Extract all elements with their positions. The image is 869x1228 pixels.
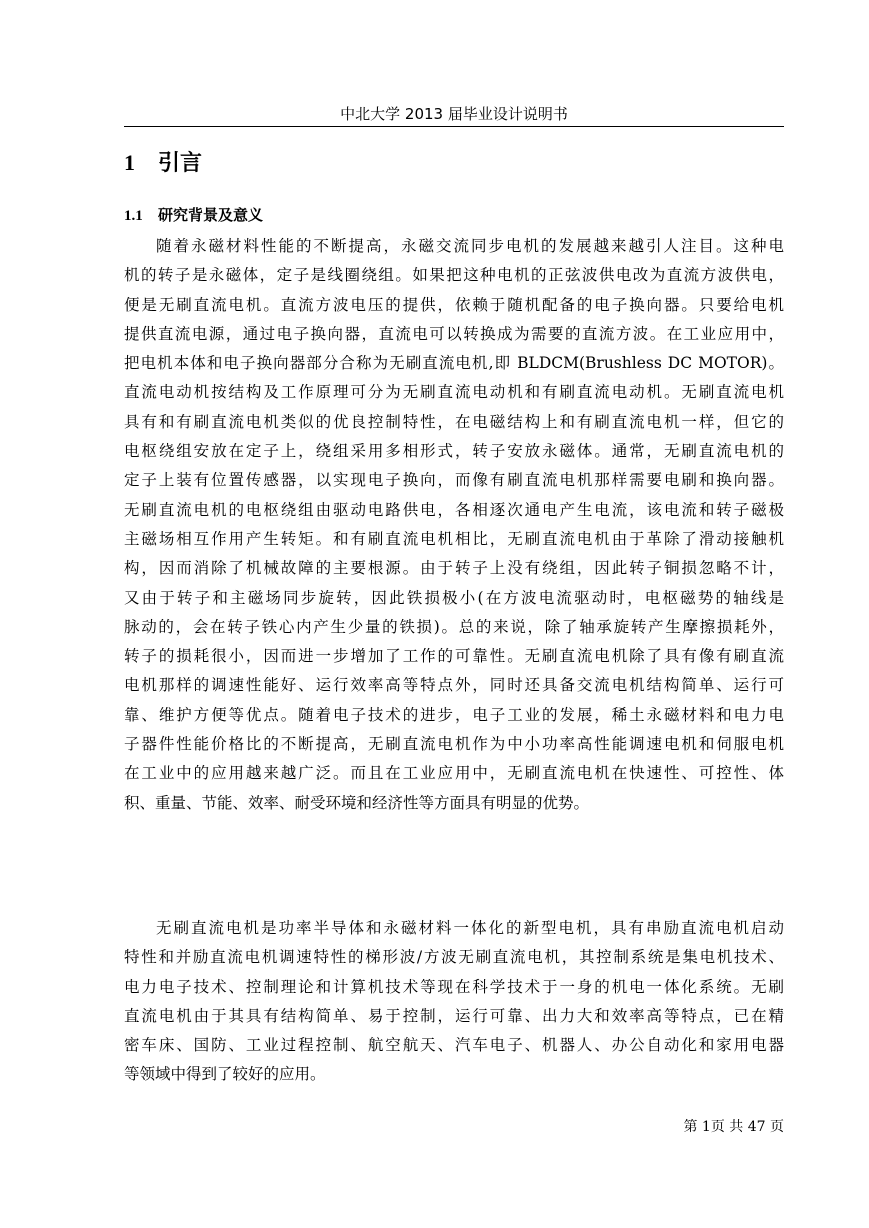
page-number: 第 1页 共 47 页 [683, 1119, 784, 1135]
paragraph-line: 提供直流电源，通过电子换向器，直流电可以转换成为需要的直流方波。在工业应用中， [124, 324, 784, 343]
chapter-heading [124, 148, 202, 179]
paragraph-line: 转子的损耗很小，因而进一步增加了工作的可靠性。无刷直流电机除了具有像有刷直流 [124, 647, 784, 666]
paragraph-line: 电枢绕组安放在定子上，绕组采用多相形式，转子安放永磁体。通常，无刷直流电机的 [124, 442, 784, 461]
section-title: 研究背景及意义 [158, 206, 264, 224]
paragraph-line: 机的转子是永磁体，定子是线圈绕组。如果把这种电机的正弦波供电改为直流方波供电， [124, 266, 784, 285]
paragraph-line: 等领域中得到了较好的应用。 [124, 1065, 326, 1084]
paragraph-line: 密车床、国防、工业过程控制、航空航天、汽车电子、机器人、办公自动化和家用电器 [124, 1036, 784, 1055]
paragraph-line: 靠、维护方便等优点。随着电子技术的进步，电子工业的发展，稀土永磁材料和电力电 [124, 705, 784, 724]
paragraph-line: 电机那样的调速性能好、运行效率高等特点外，同时还具备交流电机结构简单、运行可 [124, 676, 784, 695]
paragraph-line: 随着永磁材料性能的不断提高，永磁交流同步电机的发展越来越引人注目。这种电 [156, 237, 784, 255]
chapter-title: 引言 [158, 151, 203, 176]
paragraph-2 [124, 914, 784, 1090]
paragraph-line: 电力电子技术、控制理论和计算机技术等现在科学技术于一身的机电一体化系统。无刷 [124, 977, 784, 996]
section-number: 1.1 [124, 208, 143, 224]
paragraph-line: 无刷直流电机是功率半导体和永磁材料一体化的新型电机，具有串励直流电机启动 [156, 919, 784, 937]
header-rule [124, 126, 784, 127]
paragraph-line: 便是无刷直流电机。直流方波电压的提供，依赖于随机配备的电子换向器。只要给电机 [124, 295, 784, 314]
chapter-number: 1 [124, 150, 135, 175]
paragraph-line: 在工业中的应用越来越广泛。而且在工业应用中，无刷直流电机在快速性、可控性、体 [124, 764, 784, 783]
paragraph-line: 直流电机由于其具有结构简单、易于控制，运行可靠、出力大和效率高等特点，已在精 [124, 1006, 784, 1025]
paragraph-line: 主磁场相互作用产生转矩。和有刷直流电机相比，无刷直流电机由于革除了滑动接触机 [124, 529, 784, 548]
paragraph-line: 构，因而消除了机械故障的主要根源。由于转子上没有绕组，因此转子铜损忽略不计， [124, 559, 784, 578]
paragraph-line: 又由于转子和主磁场同步旋转，因此铁损极小(在方波电流驱动时，电枢磁势的轴线是 [124, 588, 784, 607]
paragraph-line: 无刷直流电机的电枢绕组由驱动电路供电，各相逐次通电产生电流，该电流和转子磁极 [124, 500, 784, 519]
page-header-title: 中北大学 2013 届毕业设计说明书 [340, 105, 568, 123]
paragraph-line: 直流电动机按结构及工作原理可分为无刷直流电动机和有刷直流电动机。无刷直流电机 [124, 383, 784, 402]
paragraph-line: 定子上装有位置传感器，以实现电子换向，而像有刷直流电机那样需要电刷和换向器。 [124, 471, 784, 490]
paragraph-line: 把电机本体和电子换向器部分合称为无刷直流电机,即 BLDCM(Brushless DC MOTOR)。 [124, 354, 784, 373]
paragraph-1 [124, 232, 784, 818]
paragraph-line: 积、重量、节能、效率、耐受环境和经济性等方面具有明显的优势。 [124, 793, 590, 812]
section-heading [124, 204, 263, 227]
paragraph-line: 子器件性能价格比的不断提高，无刷直流电机作为中小功率高性能调速电机和伺服电机 [124, 735, 784, 754]
paragraph-line: 特性和并励直流电机调速特性的梯形波/方波无刷直流电机，其控制系统是集电机技术、 [124, 948, 784, 967]
paragraph-line: 脉动的，会在转子铁心内产生少量的铁损)。总的来说，除了轴承旋转产生摩擦损耗外， [124, 617, 784, 636]
paragraph-line: 具有和有刷直流电机类似的优良控制特性，在电磁结构上和有刷直流电机一样，但它的 [124, 412, 784, 431]
